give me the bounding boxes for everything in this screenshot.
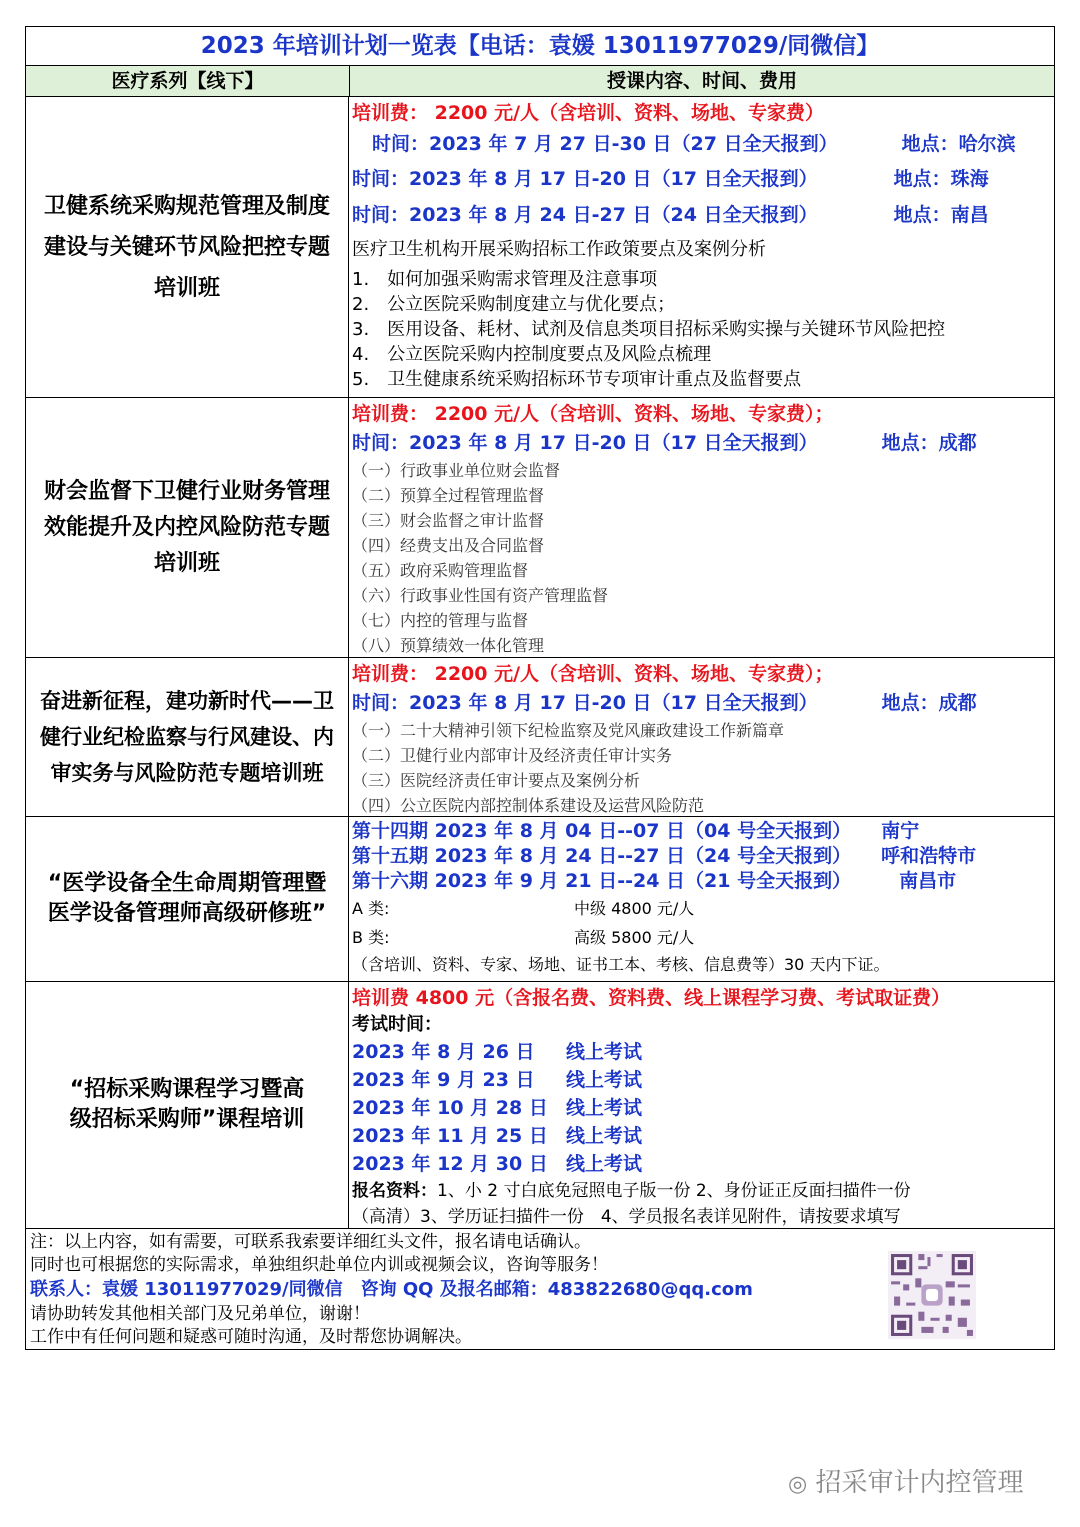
watermark-text: 招采审计内控管理 — [815, 1468, 1024, 1498]
exam-mode: 线上考试 — [566, 1069, 643, 1091]
list-item: （一）行政事业单位财会监督 — [352, 461, 561, 480]
period-text: 第十四期 2023 年 8 月 04 日--07 日（04 号全天报到） — [352, 820, 852, 842]
list-item: 4. 公立医院采购内控制度要点及风险点梳理 — [352, 344, 712, 365]
footer-notes — [26, 1229, 1054, 1349]
table-row — [26, 817, 1054, 982]
page-title: 2023 年培训计划一览表【电话：袁媛 13011977029/同微信】 — [26, 27, 1054, 66]
period-place: 南昌市 — [899, 870, 957, 892]
session-time: 时间：2023 年 7 月 27 日-30 日（27 日全天报到） — [372, 133, 838, 155]
list-item: （四）公立医院内部控制体系建设及运营风险防范 — [352, 796, 705, 815]
course-name: “招标采购课程学习暨高级招标采购师”课程培训 — [26, 982, 349, 1228]
period-line — [352, 869, 1054, 894]
class-label: A 类: — [352, 899, 390, 918]
session-line — [352, 161, 1054, 197]
list-item: （五）政府采购管理监督 — [352, 561, 529, 580]
exam-line — [352, 1122, 1054, 1150]
table-row — [26, 398, 1054, 658]
list-item: （三）财会监督之审计监督 — [352, 511, 545, 530]
session-time: 时间：2023 年 8 月 24 日-27 日（24 日全天报到） — [352, 204, 818, 226]
table-header — [26, 66, 1054, 97]
session-line — [352, 428, 1054, 458]
list-item: （六）行政事业性国有资产管理监督 — [352, 586, 609, 605]
footer-line: 请协助转发其他相关部门及兄弟单位，谢谢！ — [30, 1304, 370, 1324]
session-line — [352, 197, 1054, 233]
course-name: 卫健系统采购规范管理及制度建设与关键环节风险把控专题培训班 — [26, 97, 349, 397]
list-item: （三）医院经济责任审计要点及案例分析 — [352, 771, 641, 790]
period-line — [352, 819, 1054, 844]
session-time: 时间：2023 年 8 月 17 日-20 日（17 日全天报到） — [352, 692, 818, 714]
fee-line: 培训费： 2200 元/人（含培训、资料、场地、专家费） — [352, 102, 825, 124]
qr-code-icon — [888, 1251, 976, 1339]
session-place: 地点：珠海 — [893, 168, 989, 190]
session-time: 时间：2023 年 8 月 17 日-20 日（17 日全天报到） — [352, 432, 818, 454]
list-item: （七）内控的管理与监督 — [352, 611, 529, 630]
list-item: （四）经费支出及合同监督 — [352, 536, 545, 555]
list-item: （二）卫健行业内部审计及经济责任审计实务 — [352, 746, 673, 765]
exam-mode: 线上考试 — [566, 1153, 643, 1175]
class-value: 高级 5800 元/人 — [574, 928, 695, 947]
course-details — [349, 817, 1054, 981]
exam-date: 2023 年 11 月 25 日 — [352, 1125, 548, 1147]
footer-line: 同时也可根据您的实际需求，单独组织赴单位内训或视频会议，咨询等服务！ — [30, 1255, 608, 1275]
exam-mode: 线上考试 — [566, 1125, 643, 1147]
course-details — [349, 982, 1054, 1228]
class-label: B 类: — [352, 928, 390, 947]
period-place: 南宁 — [881, 820, 920, 842]
table-row — [26, 982, 1054, 1229]
fee-line: 培训费 4800 元（含报名费、资料费、线上课程学习费、考试取证费） — [352, 987, 951, 1009]
period-text: 第十五期 2023 年 8 月 24 日--27 日（24 号全天报到） — [352, 845, 852, 867]
fee-line: 培训费： 2200 元/人（含培训、资料、场地、专家费）； — [352, 403, 834, 425]
list-item: （一）二十大精神引领下纪检监察及党风廉政建设工作新篇章 — [352, 721, 785, 740]
course-details — [349, 97, 1054, 397]
fee-line: 培训费： 2200 元/人（含培训、资料、场地、专家费）； — [352, 663, 834, 685]
exam-date: 2023 年 8 月 26 日 — [352, 1041, 535, 1063]
session-place: 地点：南昌 — [893, 204, 989, 226]
footer-line: 工作中有任何问题和疑惑可随时沟通，及时帮您协调解决。 — [30, 1327, 472, 1347]
course-details — [349, 658, 1054, 816]
exam-line — [352, 1038, 1054, 1066]
class-line — [352, 894, 1054, 923]
table-row — [26, 658, 1054, 817]
session-place: 地点：成都 — [881, 692, 977, 714]
session-place: 地点：哈尔滨 — [901, 133, 1016, 155]
list-item: 2. 公立医院采购制度建立与优化要点； — [352, 294, 676, 315]
exam-line — [352, 1066, 1054, 1094]
exam-mode: 线上考试 — [566, 1097, 643, 1119]
session-line — [352, 688, 1054, 718]
course-name: “医学设备全生命周期管理暨医学设备管理师高级研修班” — [26, 817, 349, 981]
materials-label: 报名资料： — [352, 1181, 437, 1201]
exam-mode: 线上考试 — [566, 1041, 643, 1063]
list-item: （二）预算全过程管理监督 — [352, 486, 545, 505]
course-name: 财会监督下卫健行业财务管理效能提升及内控风险防范专题培训班 — [26, 398, 349, 657]
contact-line: 联系人：袁媛 13011977029/同微信 咨询 QQ 及报名邮箱：483822680@qq.com — [30, 1279, 753, 1300]
course-details — [349, 398, 1054, 657]
course-name: 奋进新征程，建功新时代——卫健行业纪检监察与行风建设、内审实务与风险防范专题培训班 — [26, 658, 349, 816]
intro-line: 医疗卫生机构开展采购招标工作政策要点及案例分析 — [352, 239, 766, 260]
session-line — [352, 127, 1054, 161]
exam-date: 2023 年 9 月 23 日 — [352, 1069, 535, 1091]
list-item: 5. 卫生健康系统采购招标环节专项审计重点及监督要点 — [352, 369, 802, 390]
header-right: 授课内容、时间、费用 — [606, 70, 797, 92]
exam-date: 2023 年 10 月 28 日 — [352, 1097, 548, 1119]
table-row — [26, 97, 1054, 398]
list-item: （八）预算绩效一体化管理 — [352, 636, 545, 655]
class-value: 中级 4800 元/人 — [574, 899, 695, 918]
watermark — [788, 1462, 1023, 1499]
session-time: 时间：2023 年 8 月 17 日-20 日（17 日全天报到） — [352, 168, 818, 190]
materials-text: 1、小 2 寸白底免冠照电子版一份 2、身份证正反面扫描件一份 — [437, 1181, 911, 1201]
exam-line — [352, 1094, 1054, 1122]
materials-line — [352, 1178, 1054, 1204]
exam-label: 考试时间： — [352, 1014, 442, 1035]
list-item: 3. 医用设备、耗材、试剂及信息类项目招标采购实操与关键环节风险把控 — [352, 319, 946, 340]
period-line — [352, 844, 1054, 869]
period-text: 第十六期 2023 年 9 月 21 日--24 日（21 号全天报到） — [352, 870, 852, 892]
list-item: 1. 如何加强采购需求管理及注意事项 — [352, 269, 658, 290]
training-plan-table — [25, 26, 1055, 1350]
exam-date: 2023 年 12 月 30 日 — [352, 1153, 548, 1175]
period-place: 呼和浩特市 — [881, 845, 977, 867]
session-place: 地点：成都 — [881, 432, 977, 454]
note-line: （含培训、资料、专家、场地、证书工本、考核、信息费等）30 天内下证。 — [352, 955, 890, 974]
exam-line — [352, 1150, 1054, 1178]
wechat-icon: ◎ — [788, 1472, 808, 1497]
class-line — [352, 923, 1054, 952]
materials-line: （高清）3、学历证扫描件一份 4、学员报名表详见附件，请按要求填写 — [352, 1207, 901, 1227]
footer-line: 注：以上内容，如有需要，可联系我索要详细红头文件，报名请电话确认。 — [30, 1232, 591, 1252]
header-left: 医疗系列【线下】 — [26, 66, 350, 96]
